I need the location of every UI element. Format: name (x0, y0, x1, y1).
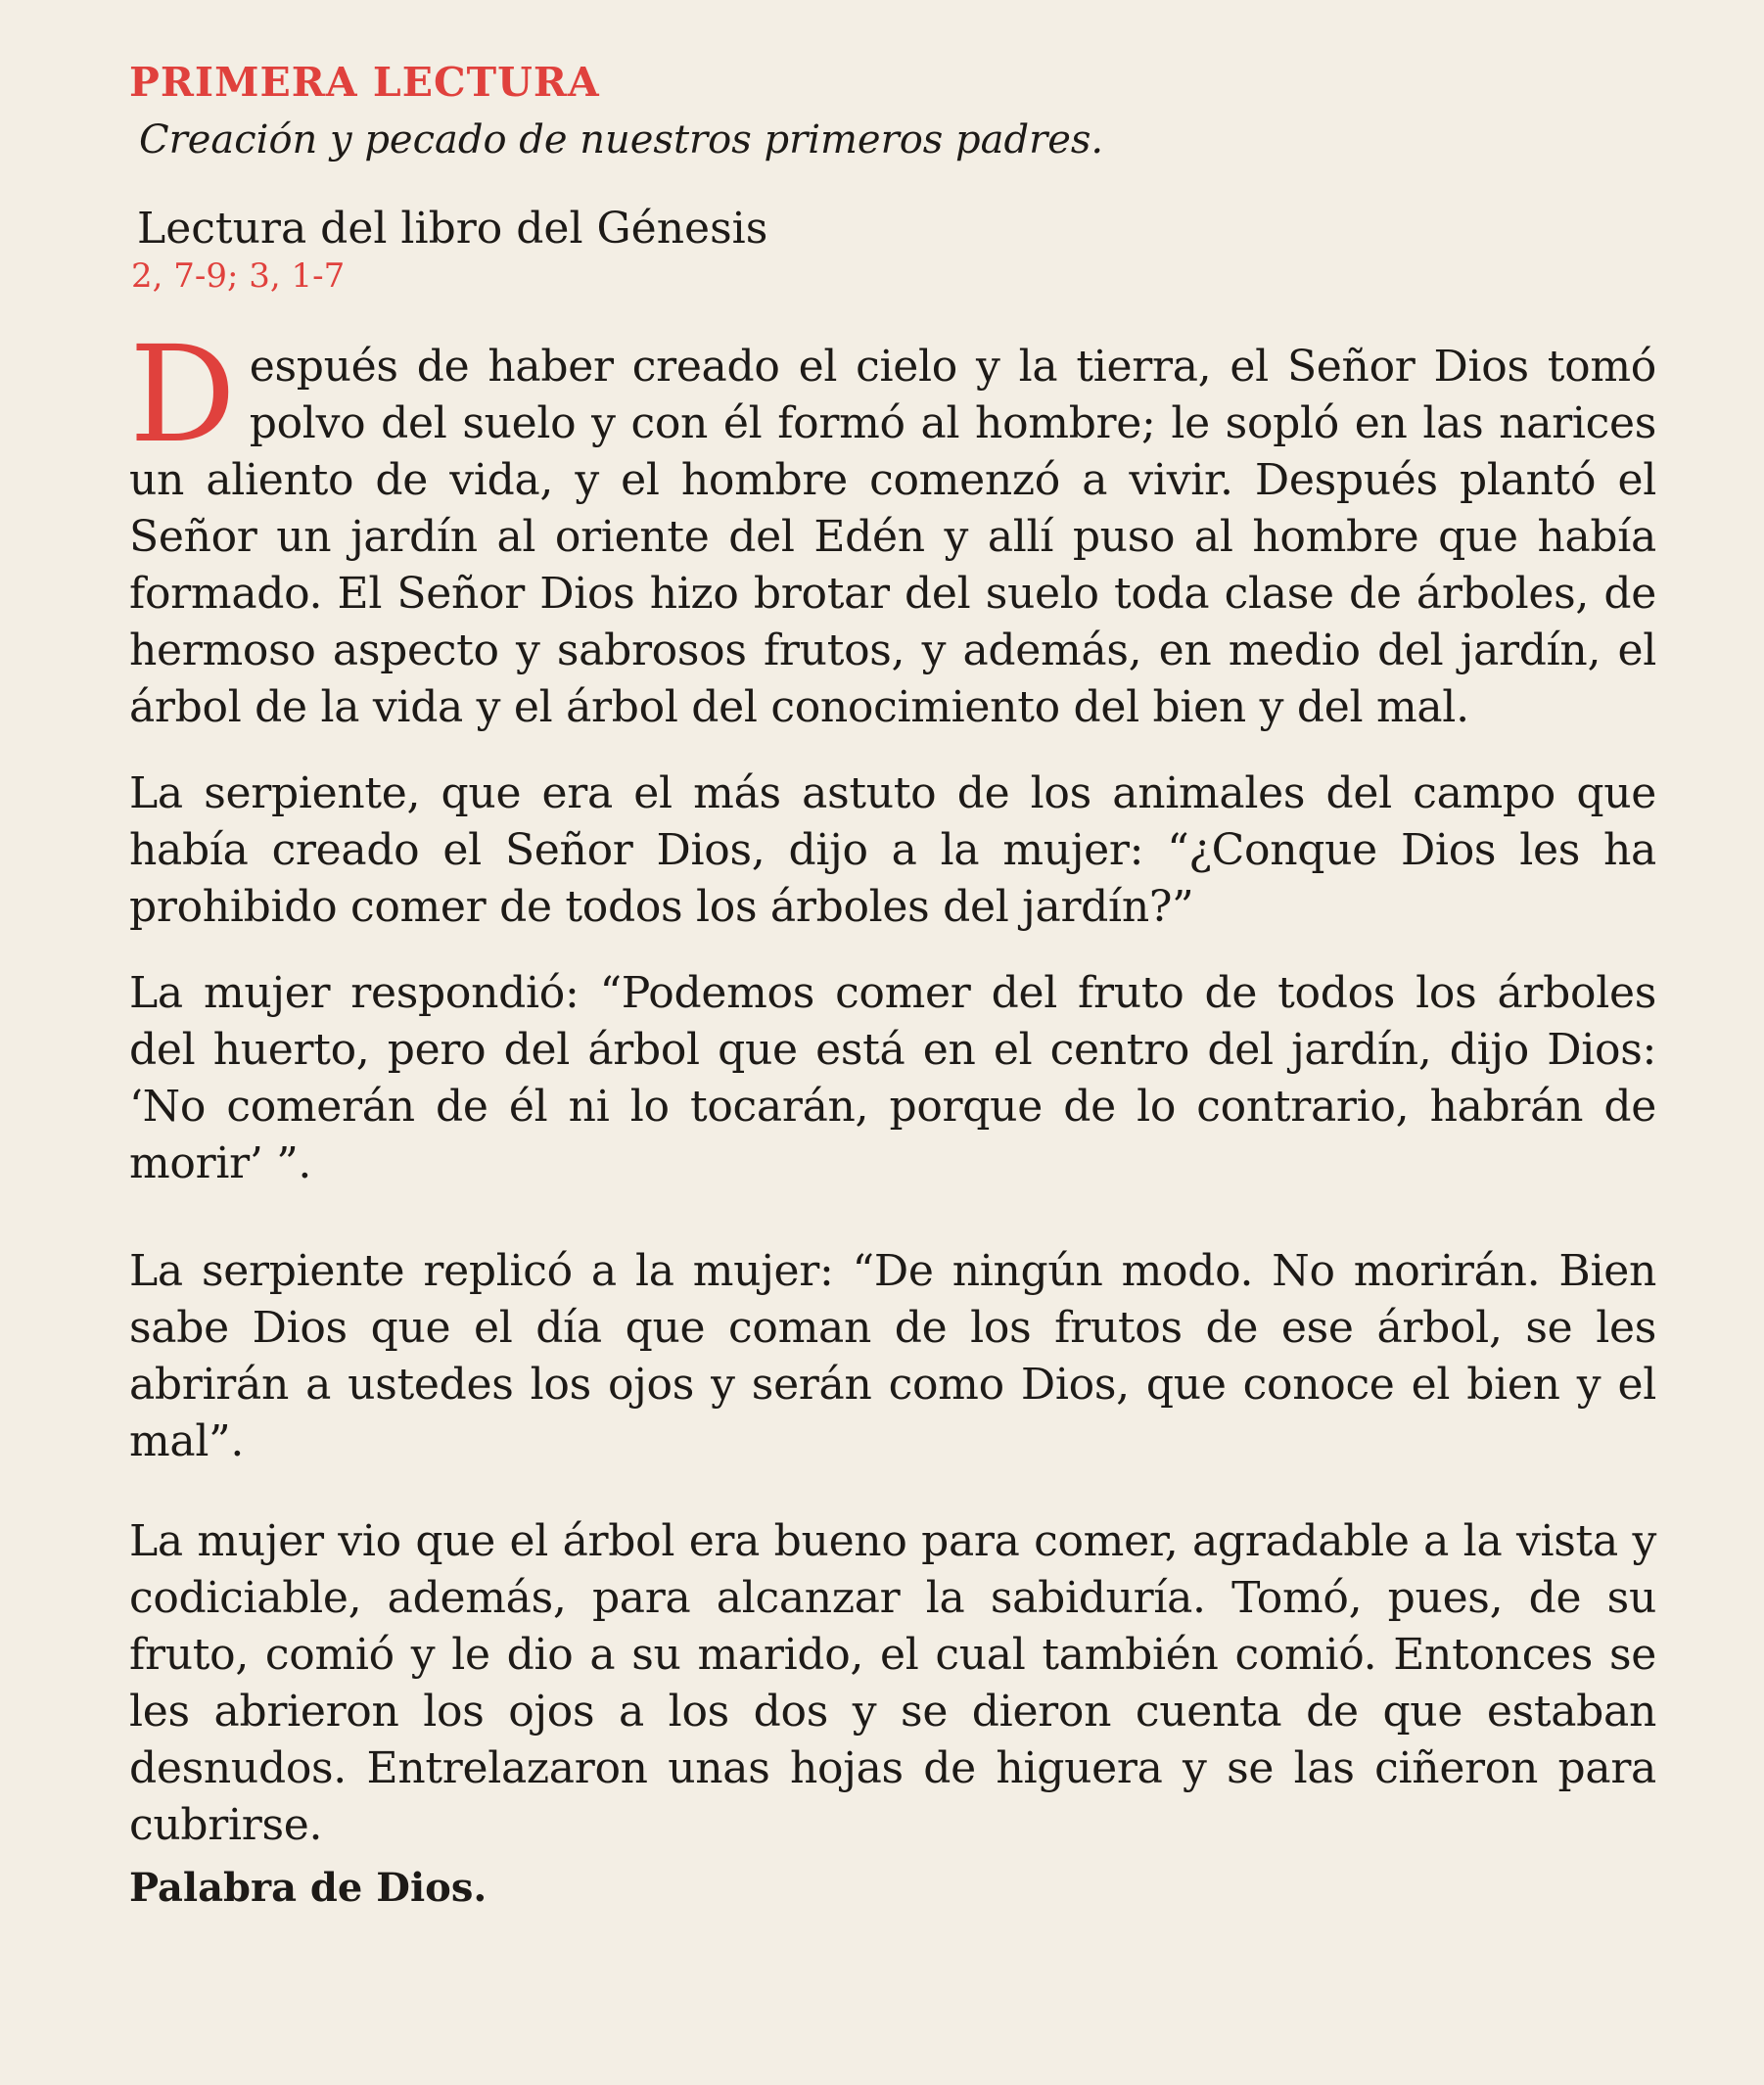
paragraph-3: La mujer respondió: “Podemos comer del fruto de todos los árboles del huerto, pero del árbol que está en el centro del jardín, dijo Dios: ‘No comerán de él ni lo tocarán, porque de lo contrario, habrán de morir’ ”. (129, 968, 1656, 1188)
scripture-citation: 2, 7-9; 3, 1-7 (131, 256, 346, 296)
paragraph-1 (129, 318, 1656, 736)
reading-content (129, 55, 1656, 1915)
paragraph-4: La serpiente replicó a la mujer: “De ningún modo. No morirán. Bien sabe Dios que el día que coman de los frutos de ese árbol, se les abrirán a ustedes los ojos y serán como Dios, que conoce el bien y el mal”. (129, 1246, 1656, 1466)
paragraph-5: La mujer vio que el árbol era bueno para comer, agradable a la vista y codiciable, además, para alcanzar la sabiduría. Tomó, pues, de su fruto, comió y le dio a su marido, el cual también comió. Entonces se les abrieron los ojos a los dos y se dieron cuenta de que estaban desnudos. Entrelazaron unas hojas de higuera y se las ciñeron para cubrirse. (129, 1516, 1656, 1850)
paragraph-2: La serpiente, que era el más astuto de los animales del campo que había creado el Señor Dios, dijo a la mujer: “¿Conque Dios les ha prohibido comer de todos los árboles del jardín?” (129, 768, 1656, 932)
drop-cap: D (129, 318, 236, 473)
book-heading: Lectura del libro del Génesis (137, 204, 768, 254)
section-title: PRIMERA LECTURA (129, 59, 600, 106)
closing-acclamation: Palabra de Dios. (129, 1865, 487, 1911)
paragraph-1-text: espués de haber creado el cielo y la tierra, el Señor Dios tomó polvo del suelo y con él formó al hombre; le sopló en las narices un aliento de vida, y el hombre comenzó a vivir. Después plantó el Señor un jardín al oriente del Edén y allí puso al hombre que había formado. El Señor Dios hizo brotar del suelo toda clase de árboles, de hermoso aspecto y sabrosos frutos, y además, en medio del jardín, el árbol de la vida y el árbol del conocimiento del bien y del mal. (129, 342, 1656, 732)
reading-subtitle: Creación y pecado de nuestros primeros padres. (139, 117, 1104, 162)
